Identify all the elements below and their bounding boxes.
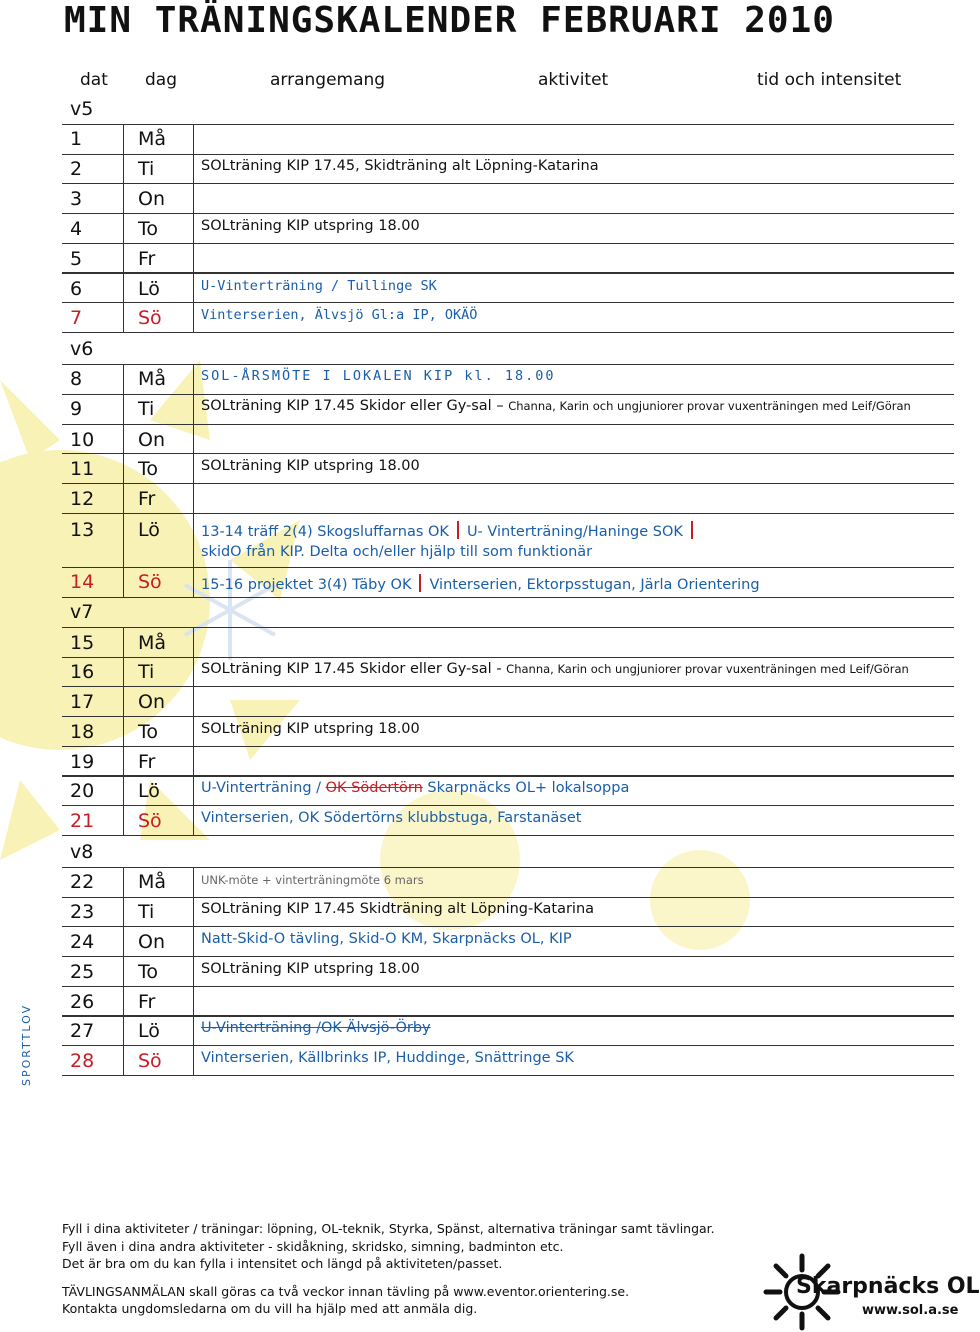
day-number: 14	[70, 571, 95, 593]
day-name: Sö	[138, 810, 162, 832]
activity-part: Skarpnäcks OL+ lokalsoppa	[427, 780, 630, 796]
day-number: 25	[70, 961, 95, 983]
day-number: 8	[70, 368, 83, 390]
activity-text: Vinterserien, OK Södertörns klubbstuga, Farstanäset	[201, 810, 582, 826]
table-row	[62, 124, 954, 155]
day-number: 15	[70, 632, 95, 654]
footer-line: Det är bra om du kan fylla i intensitet och längd på aktiviteten/passet.	[62, 1256, 503, 1271]
day-number: 3	[70, 188, 83, 210]
activity-text: SOLträning KIP utspring 18.00	[201, 458, 420, 474]
day-name: On	[138, 429, 165, 451]
day-number: 13	[70, 519, 95, 541]
activity-text: U-Vinterträning /OK Älvsjö-Örby	[201, 1020, 431, 1036]
day-name: On	[138, 691, 165, 713]
day-number: 24	[70, 931, 95, 953]
day-number: 21	[70, 810, 95, 832]
logo-name: Skarpnäcks OL	[796, 1274, 980, 1299]
table-row	[62, 986, 954, 1017]
activity-part: Vinterserien, Ektorpsstugan, Järla Orientering	[429, 577, 760, 593]
day-name: Sö	[138, 307, 162, 329]
table-row	[62, 243, 954, 274]
activity-text: SOLträning KIP utspring 18.00	[201, 961, 420, 977]
day-name: Må	[138, 368, 167, 390]
table-row	[62, 716, 954, 747]
table-row	[62, 1016, 954, 1047]
weekday-cell	[124, 658, 194, 687]
activity-main: SOLträning KIP 17.45 Skidor eller Gy-sal -	[201, 661, 502, 677]
activity-main: SOLträning KIP 17.45 Skidor eller Gy-sal –	[201, 398, 504, 414]
separator	[691, 521, 693, 539]
activity-text-line2: skidO från KIP. Delta och/eller hjälp till som funktionär	[201, 544, 593, 560]
day-number: 12	[70, 488, 95, 510]
day-name: Sö	[138, 1050, 162, 1072]
day-number: 6	[70, 278, 83, 300]
day-number: 7	[70, 307, 83, 329]
page-title: MIN TRÄNINGSKALENDER FEBRUARI 2010	[64, 0, 835, 41]
day-number: 20	[70, 780, 95, 802]
footer-line: Fyll i dina aktiviteter / träningar: löpning, OL-teknik, Styrka, Spänst, alternativa träningar samt tävlingar.	[62, 1221, 715, 1236]
activity-text: SOL-ÅRSMÖTE I LOKALEN KIP kl. 18.00	[201, 368, 556, 384]
logo-url: www.sol.a.se	[862, 1303, 959, 1318]
day-number: 18	[70, 721, 95, 743]
footer-line: TÄVLINGSANMÄLAN skall göras ca två veckor innan tävling på www.eventor.orientering.se.	[62, 1284, 630, 1299]
day-name: To	[138, 458, 159, 480]
separator	[419, 574, 421, 592]
activity-text	[201, 574, 760, 593]
table-row	[62, 867, 954, 898]
table-row	[62, 424, 954, 455]
day-name: Ti	[138, 901, 155, 923]
day-number: 4	[70, 218, 83, 240]
activity-text: SOLträning KIP 17.45, Skidträning alt Löpning-Katarina	[201, 158, 599, 174]
activity-text: Vinterserien, Källbrinks IP, Huddinge, Snättringe SK	[201, 1050, 574, 1066]
table-row	[62, 483, 954, 514]
separator	[457, 521, 459, 539]
activity-note: Channa, Karin och ungjuniorer provar vuxenträningen med Leif/Göran	[506, 662, 909, 676]
sportlov-label: SPORTTLOV	[20, 1003, 33, 1087]
day-name: Lö	[138, 780, 160, 802]
header-arrangemang: arrangemang	[270, 70, 386, 90]
day-name: Ti	[138, 661, 155, 683]
activity-part: U-Vinterträning /	[201, 780, 322, 796]
day-name: Må	[138, 632, 167, 654]
activity-text: U-Vinterträning / Tullinge SK	[201, 278, 437, 294]
day-number: 17	[70, 691, 95, 713]
day-name: Fr	[138, 751, 156, 773]
weekday-cell	[124, 484, 194, 513]
activity-struck: OK Södertörn	[325, 780, 423, 796]
activity-part: 13-14 träff 2(4) Skogsluffarnas OK	[201, 524, 449, 540]
day-name: Lö	[138, 278, 160, 300]
header-dat: dat	[80, 70, 108, 90]
weekday-cell	[124, 717, 194, 746]
day-name: To	[138, 218, 159, 240]
week-label-v8: v8	[70, 841, 94, 863]
day-number: 9	[70, 398, 83, 420]
day-name: Fr	[138, 488, 156, 510]
activity-text	[201, 521, 701, 540]
activity-part: U- Vinterträning/Haninge SOK	[466, 524, 683, 540]
weekday-cell	[124, 155, 194, 184]
day-number: 26	[70, 991, 95, 1013]
weekday-cell	[124, 987, 194, 1016]
table-row	[62, 213, 954, 244]
weekday-cell	[124, 395, 194, 424]
day-name: On	[138, 931, 165, 953]
weekday-cell	[124, 244, 194, 273]
day-name: Fr	[138, 248, 156, 270]
activity-text	[201, 780, 629, 796]
activity-text: SOLträning KIP utspring 18.00	[201, 721, 420, 737]
activity-text: SOLträning KIP utspring 18.00	[201, 218, 420, 234]
day-name: On	[138, 188, 165, 210]
week-label-v5: v5	[70, 98, 94, 120]
day-number: 23	[70, 901, 95, 923]
day-number: 19	[70, 751, 95, 773]
weekday-cell	[124, 957, 194, 986]
day-name: To	[138, 961, 159, 983]
activity-part: 15-16 projektet 3(4) Täby OK	[201, 577, 412, 593]
day-name: Lö	[138, 519, 160, 541]
table-row	[62, 183, 954, 214]
table-row	[62, 956, 954, 987]
day-number: 11	[70, 458, 95, 480]
day-name: Må	[138, 871, 167, 893]
activity-text: Natt-Skid-O tävling, Skid-O KM, Skarpnäcks OL, KIP	[201, 931, 572, 947]
day-name: Ti	[138, 398, 155, 420]
activity-text: Vinterserien, Älvsjö Gl:a IP, OKÄÖ	[201, 307, 478, 323]
day-number: 16	[70, 661, 95, 683]
header-aktivitet: aktivitet	[538, 70, 609, 90]
activity-text	[201, 398, 911, 414]
day-name: Sö	[138, 571, 162, 593]
week-label-v6: v6	[70, 338, 94, 360]
header-tid-och-intensitet: tid och intensitet	[757, 70, 902, 90]
header-dag: dag	[145, 70, 177, 90]
day-name: Fr	[138, 991, 156, 1013]
day-name: To	[138, 721, 159, 743]
table-row	[62, 273, 954, 304]
week-label-v7: v7	[70, 601, 94, 623]
day-number: 10	[70, 429, 95, 451]
activity-text	[201, 661, 909, 677]
weekday-cell	[124, 454, 194, 483]
weekday-cell	[124, 214, 194, 243]
day-number: 27	[70, 1020, 95, 1042]
weekday-cell	[124, 898, 194, 927]
day-name: Lö	[138, 1020, 160, 1042]
activity-note: Channa, Karin och ungjuniorer provar vuxenträningen med Leif/Göran	[508, 399, 911, 413]
table-row	[62, 746, 954, 777]
day-name: Ti	[138, 158, 155, 180]
footer-line: Fyll även i dina andra aktiviteter - skidåkning, skridsko, simning, badminton etc.	[62, 1239, 564, 1254]
table-row	[62, 686, 954, 717]
day-number: 5	[70, 248, 83, 270]
activity-text: UNK-möte + vinterträningmöte 6 mars	[201, 873, 424, 887]
day-number: 22	[70, 871, 95, 893]
footer-line: Kontakta ungdomsledarna om du vill ha hjälp med att anmäla dig.	[62, 1301, 478, 1316]
table-row	[62, 627, 954, 658]
day-name: Må	[138, 128, 167, 150]
weekday-cell	[124, 747, 194, 776]
day-number: 1	[70, 128, 83, 150]
activity-text: SOLträning KIP 17.45 Skidträning alt Löpning-Katarina	[201, 901, 595, 917]
day-number: 2	[70, 158, 83, 180]
table-row	[62, 302, 954, 333]
table-row	[62, 453, 954, 484]
day-number: 28	[70, 1050, 95, 1072]
